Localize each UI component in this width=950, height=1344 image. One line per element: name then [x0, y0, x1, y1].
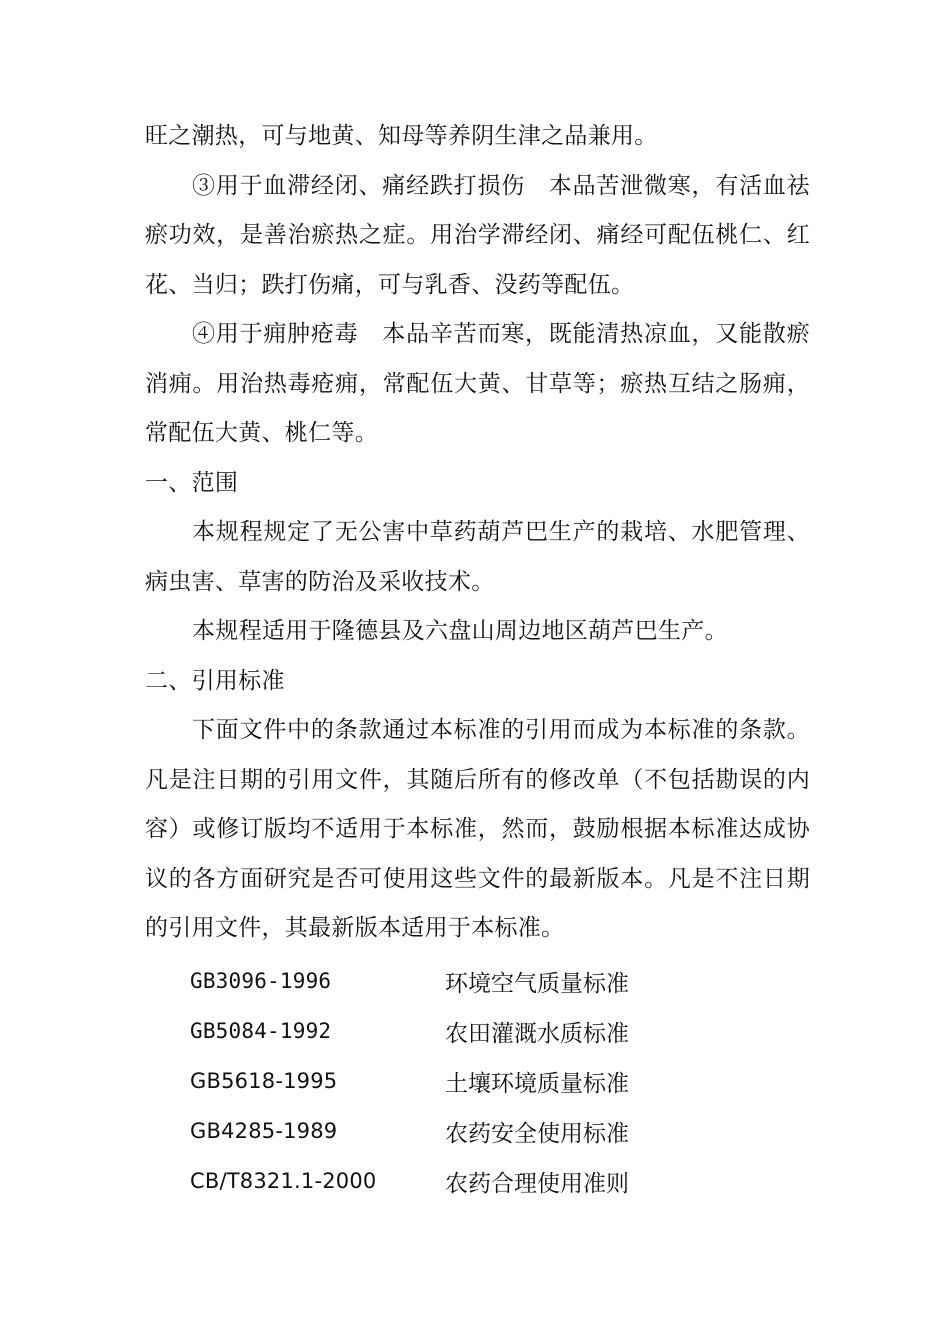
- reference-title: 农田灌溉水质标准: [445, 1020, 629, 1047]
- document-body: [145, 112, 810, 954]
- reference-code: CB/T8321.1-2000: [190, 1169, 377, 1193]
- section-heading-scope: 一、范围: [145, 469, 239, 496]
- reference-code: GB4285-1989: [190, 1119, 338, 1143]
- reference-title: 农药合理使用准则: [445, 1170, 629, 1197]
- reference-code: GB5084-1992: [190, 1019, 332, 1043]
- reference-code: GB3096-1996: [190, 969, 332, 993]
- references-paragraph: 下面文件中的条款通过本标准的引用而成为本标准的条款。凡是注日期的引用文件，其随后所有的修改单（不包括勘误的内容）或修订版均不适用于本标准，然而，鼓励根据本标准达成协议的各方面研究是否可使用这些文件的最新版本。凡是不注日期的引用文件，其最新版本适用于本标准。: [145, 717, 810, 941]
- paragraph-continuation: 旺之潮热，可与地黄、知母等养阴生津之品兼用。: [145, 123, 658, 149]
- section-heading-references: 二、引用标准: [145, 667, 285, 694]
- reference-row: [190, 1056, 710, 1106]
- reference-row: [190, 1106, 710, 1156]
- reference-row: [190, 1156, 710, 1206]
- scope-paragraph-1: 本规程规定了无公害中草药葫芦巴生产的栽培、水肥管理、病虫害、草害的防治及采收技术。: [145, 519, 810, 595]
- reference-code: GB5618-1995: [190, 1069, 338, 1093]
- reference-row: [190, 956, 710, 1006]
- reference-title: 农药安全使用标准: [445, 1120, 629, 1147]
- reference-title: 土壤环境质量标准: [445, 1070, 629, 1097]
- reference-standards-list: [190, 956, 710, 1206]
- reference-row: [190, 1006, 710, 1056]
- reference-title: 环境空气质量标准: [445, 970, 629, 997]
- scope-paragraph-2: 本规程适用于隆德县及六盘山周边地区葫芦巴生产。: [192, 618, 728, 644]
- paragraph-item-4: ④用于痈肿疮毒 本品辛苦而寒，既能清热凉血，又能散瘀消痈。用治热毒疮痈，常配伍大黄、甘草等；瘀热互结之肠痈，常配伍大黄、桃仁等。: [145, 321, 810, 446]
- paragraph-item-3: ③用于血滞经闭、痛经跌打损伤 本品苦泄微寒，有活血祛瘀功效，是善治瘀热之症。用治学滞经闭、痛经可配伍桃仁、红花、当归；跌打伤痛，可与乳香、没药等配伍。: [145, 172, 810, 298]
